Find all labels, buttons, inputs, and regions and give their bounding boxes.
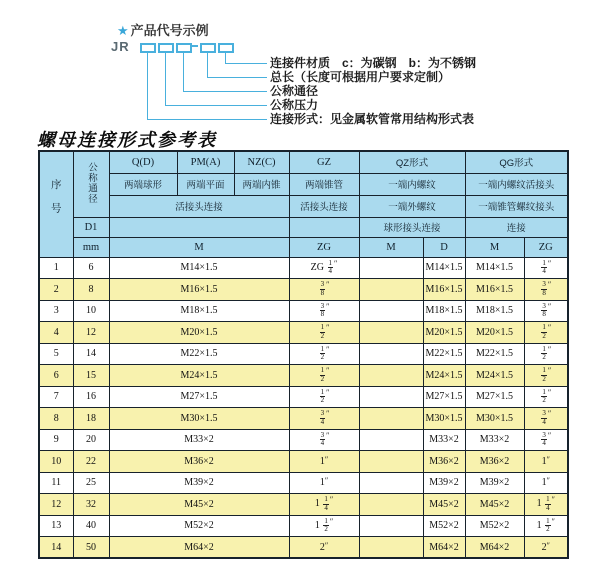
- qz-m-cell: [359, 386, 423, 408]
- qz-m-cell: [359, 343, 423, 365]
- qz-m-cell: [359, 451, 423, 473]
- nut-connection-table: [38, 150, 569, 559]
- qz-d-cell: M27×1.5: [423, 386, 465, 408]
- seq-cell: 2: [39, 279, 73, 301]
- qg-zg-cell: $\frac{1}{2}$ ″: [524, 322, 568, 344]
- gz-zg-cell: 1 $\frac{1}{2}$ ″: [289, 515, 359, 537]
- seq-cell: 6: [39, 365, 73, 387]
- seq-cell: 12: [39, 494, 73, 516]
- seq-cell: 3: [39, 300, 73, 322]
- table-row: [39, 300, 568, 322]
- qz-d-cell: M33×2: [423, 429, 465, 451]
- qz-d-cell: M52×2: [423, 515, 465, 537]
- mm-cell: 18: [73, 408, 109, 430]
- qg-zg-cell: $\frac{3}{4}$ ″: [524, 429, 568, 451]
- qz-d-cell: M14×1.5: [423, 257, 465, 279]
- qz-d-cell: M30×1.5: [423, 408, 465, 430]
- qg-m-cell: M30×1.5: [465, 408, 524, 430]
- header-unit-m: M: [109, 237, 289, 257]
- code-label-length: 总长（长度可根据用户要求定制）: [270, 70, 451, 84]
- m-thread-cell: M39×2: [109, 472, 289, 494]
- qz-d-cell: M20×1.5: [423, 322, 465, 344]
- seq-cell: 1: [39, 257, 73, 279]
- qg-m-cell: M18×1.5: [465, 300, 524, 322]
- qz-m-cell: [359, 515, 423, 537]
- seq-cell: 11: [39, 472, 73, 494]
- gz-zg-cell: 1″: [289, 451, 359, 473]
- mm-cell: 25: [73, 472, 109, 494]
- header-d1: D1: [73, 217, 109, 237]
- header-form-nzc: NZ(C): [234, 151, 289, 173]
- header-endtype-qg: 一端内螺纹活接头: [465, 173, 568, 195]
- qg-zg-cell: $\frac{1}{2}$ ″: [524, 386, 568, 408]
- mm-cell: 14: [73, 343, 109, 365]
- m-thread-cell: M16×1.5: [109, 279, 289, 301]
- m-thread-cell: M18×1.5: [109, 300, 289, 322]
- header-form-qd: Q(D): [109, 151, 177, 173]
- qz-m-cell: [359, 408, 423, 430]
- seq-cell: 10: [39, 451, 73, 473]
- mm-cell: 10: [73, 300, 109, 322]
- header-joint-union: 活接头连接: [109, 195, 289, 217]
- product-code-diagram: [0, 0, 600, 128]
- qg-zg-cell: $\frac{1}{2}$ ″: [524, 365, 568, 387]
- table-row: [39, 386, 568, 408]
- header-unit-zg: ZG: [289, 237, 359, 257]
- gz-zg-cell: $\frac{1}{2}$ ″: [289, 322, 359, 344]
- gz-zg-cell: $\frac{1}{2}$ ″: [289, 343, 359, 365]
- header-unit-qg-zg: ZG: [524, 237, 568, 257]
- gz-zg-cell: 2″: [289, 537, 359, 559]
- code-dash: [190, 45, 198, 47]
- mm-cell: 22: [73, 451, 109, 473]
- qz-d-cell: M18×1.5: [423, 300, 465, 322]
- table-row: [39, 343, 568, 365]
- seq-cell: 8: [39, 408, 73, 430]
- connector-line: [147, 51, 267, 120]
- m-thread-cell: M33×2: [109, 429, 289, 451]
- gz-zg-cell: 1 $\frac{1}{4}$ ″: [289, 494, 359, 516]
- mm-cell: 15: [73, 365, 109, 387]
- qz-m-cell: [359, 472, 423, 494]
- gz-zg-cell: 1″: [289, 472, 359, 494]
- qz-d-cell: M64×2: [423, 537, 465, 559]
- table-row: [39, 472, 568, 494]
- code-label-material: 连接件材质 c：为碳钢 b：为不锈钢: [270, 56, 477, 70]
- qz-d-cell: M22×1.5: [423, 343, 465, 365]
- diagram-heading: [117, 20, 209, 39]
- qg-m-cell: M33×2: [465, 429, 524, 451]
- header-endtype-pma: 两端平面: [177, 173, 234, 195]
- qg-m-cell: M22×1.5: [465, 343, 524, 365]
- gz-zg-cell: $\frac{1}{2}$ ″: [289, 386, 359, 408]
- qg-m-cell: M27×1.5: [465, 386, 524, 408]
- gz-zg-cell: $\frac{3}{8}$ ″: [289, 279, 359, 301]
- qg-m-cell: M64×2: [465, 537, 524, 559]
- header-joint-gz: 活接头连接: [289, 195, 359, 217]
- header-form-qg: QG形式: [465, 151, 568, 173]
- qg-zg-cell: $\frac{1}{4}$ ″: [524, 257, 568, 279]
- qz-d-cell: M16×1.5: [423, 279, 465, 301]
- m-thread-cell: M14×1.5: [109, 257, 289, 279]
- header-unit-qz-m: M: [359, 237, 423, 257]
- qg-zg-cell: 1 $\frac{1}{4}$ ″: [524, 494, 568, 516]
- gz-zg-cell: $\frac{3}{4}$ ″: [289, 408, 359, 430]
- header-blank-union: [109, 217, 289, 237]
- m-thread-cell: M22×1.5: [109, 343, 289, 365]
- qz-d-cell: M45×2: [423, 494, 465, 516]
- mm-cell: 20: [73, 429, 109, 451]
- qz-d-cell: M39×2: [423, 472, 465, 494]
- table-row: [39, 279, 568, 301]
- table-row: [39, 322, 568, 344]
- m-thread-cell: M30×1.5: [109, 408, 289, 430]
- header-form-qz: QZ形式: [359, 151, 465, 173]
- seq-cell: 13: [39, 515, 73, 537]
- m-thread-cell: M52×2: [109, 515, 289, 537]
- qg-m-cell: M16×1.5: [465, 279, 524, 301]
- mm-cell: 6: [73, 257, 109, 279]
- qz-m-cell: [359, 279, 423, 301]
- header-form-gz: GZ: [289, 151, 359, 173]
- qg-m-cell: M14×1.5: [465, 257, 524, 279]
- mm-cell: 40: [73, 515, 109, 537]
- qg-zg-cell: $\frac{3}{8}$ ″: [524, 279, 568, 301]
- qg-zg-cell: 2″: [524, 537, 568, 559]
- star-icon: ★: [117, 23, 129, 38]
- qz-m-cell: [359, 365, 423, 387]
- header-seq: 序号: [39, 151, 73, 257]
- qg-zg-cell: 1 $\frac{1}{2}$ ″: [524, 515, 568, 537]
- mm-cell: 32: [73, 494, 109, 516]
- qg-zg-cell: 1″: [524, 451, 568, 473]
- code-label-connection: 连接形式：见金属软管常用结构形式表: [270, 112, 475, 126]
- header-nominal-diameter: 公称通径: [73, 151, 109, 217]
- qg-m-cell: M39×2: [465, 472, 524, 494]
- header-unit-qz-d: D: [423, 237, 465, 257]
- table-title: 螺母连接形式参考表: [37, 130, 217, 151]
- header-endtype-qd: 两端球形: [109, 173, 177, 195]
- mm-cell: 8: [73, 279, 109, 301]
- qg-m-cell: M20×1.5: [465, 322, 524, 344]
- qz-d-cell: M36×2: [423, 451, 465, 473]
- table-row: [39, 537, 568, 559]
- mm-cell: 12: [73, 322, 109, 344]
- table-row: [39, 515, 568, 537]
- table-row: [39, 429, 568, 451]
- seq-cell: 7: [39, 386, 73, 408]
- table-body: [39, 257, 568, 558]
- qz-m-cell: [359, 257, 423, 279]
- header-endtype-qz: 一端内螺纹: [359, 173, 465, 195]
- header-blank-gz: [289, 217, 359, 237]
- gz-zg-cell: $\frac{3}{4}$ ″: [289, 429, 359, 451]
- qg-zg-cell: $\frac{3}{4}$ ″: [524, 408, 568, 430]
- m-thread-cell: M36×2: [109, 451, 289, 473]
- table-row: [39, 494, 568, 516]
- qz-m-cell: [359, 300, 423, 322]
- header-joint-qz: 一端外螺纹: [359, 195, 465, 217]
- table-row: [39, 365, 568, 387]
- header-form-pma: PM(A): [177, 151, 234, 173]
- gz-zg-cell: $\frac{1}{2}$ ″: [289, 365, 359, 387]
- qg-m-cell: M36×2: [465, 451, 524, 473]
- code-label-pressure: 公称压力: [270, 98, 319, 112]
- header-joint-qg: 一端锥管螺纹接头: [465, 195, 568, 217]
- m-thread-cell: M45×2: [109, 494, 289, 516]
- mm-cell: 16: [73, 386, 109, 408]
- table-row: [39, 408, 568, 430]
- qg-zg-cell: $\frac{3}{8}$ ″: [524, 300, 568, 322]
- gz-zg-cell: $\frac{3}{8}$ ″: [289, 300, 359, 322]
- qz-m-cell: [359, 429, 423, 451]
- qz-m-cell: [359, 322, 423, 344]
- m-thread-cell: M27×1.5: [109, 386, 289, 408]
- table-row: [39, 257, 568, 279]
- seq-cell: 5: [39, 343, 73, 365]
- seq-cell: 9: [39, 429, 73, 451]
- qz-m-cell: [359, 537, 423, 559]
- qg-zg-cell: $\frac{1}{2}$ ″: [524, 343, 568, 365]
- mm-cell: 50: [73, 537, 109, 559]
- qg-zg-cell: 1″: [524, 472, 568, 494]
- header-endtype-nzc: 两端内锥: [234, 173, 289, 195]
- code-label-diameter: 公称通径: [270, 84, 319, 98]
- seq-cell: 4: [39, 322, 73, 344]
- qz-d-cell: M24×1.5: [423, 365, 465, 387]
- m-thread-cell: M24×1.5: [109, 365, 289, 387]
- qg-m-cell: M45×2: [465, 494, 524, 516]
- header-endtype-gz: 两端锥管: [289, 173, 359, 195]
- header-connect-qz: 球形接头连接: [359, 217, 465, 237]
- header-mm: mm: [73, 237, 109, 257]
- qz-m-cell: [359, 494, 423, 516]
- m-thread-cell: M64×2: [109, 537, 289, 559]
- qg-m-cell: M52×2: [465, 515, 524, 537]
- seq-cell: 14: [39, 537, 73, 559]
- qg-m-cell: M24×1.5: [465, 365, 524, 387]
- header-unit-qg-m: M: [465, 237, 524, 257]
- gz-zg-cell: ZG $\frac{1}{4}$ ″: [289, 257, 359, 279]
- diagram-heading-text: 产品代号示例: [130, 23, 209, 38]
- m-thread-cell: M20×1.5: [109, 322, 289, 344]
- code-prefix: JR: [111, 39, 130, 54]
- header-connect-qg: 连接: [465, 217, 568, 237]
- table-row: [39, 451, 568, 473]
